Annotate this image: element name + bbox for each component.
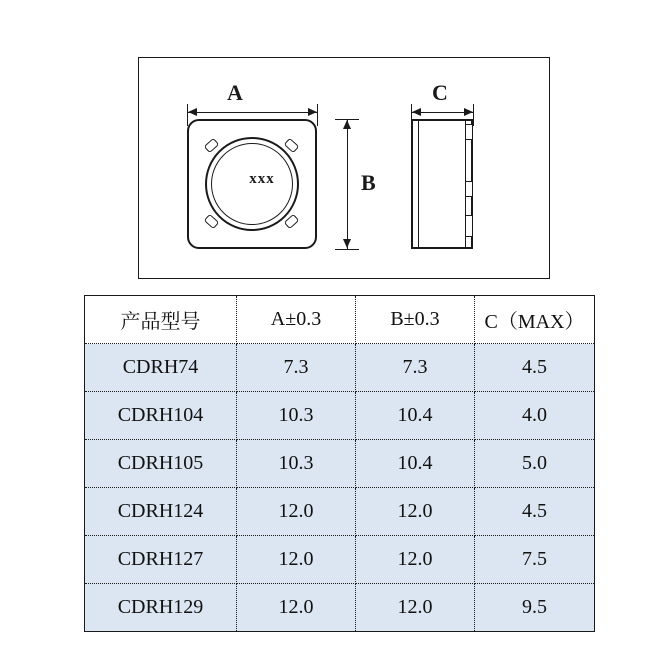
cell-b: 12.0 bbox=[356, 584, 475, 632]
side-view-figure bbox=[411, 119, 531, 249]
cell-b: 10.4 bbox=[356, 392, 475, 440]
cell-a: 12.0 bbox=[237, 536, 356, 584]
table-header-row bbox=[85, 296, 595, 344]
cell-c: 5.0 bbox=[475, 440, 595, 488]
dimension-a-arrow-left-icon bbox=[188, 108, 197, 116]
cell-a: 12.0 bbox=[237, 584, 356, 632]
cell-a: 12.0 bbox=[237, 488, 356, 536]
side-view-terminal-bottom bbox=[465, 215, 473, 237]
table-row bbox=[85, 488, 595, 536]
cell-c: 9.5 bbox=[475, 584, 595, 632]
cell-model: CDRH74 bbox=[85, 344, 237, 392]
side-view-inner-line-left bbox=[418, 121, 419, 247]
cell-a: 7.3 bbox=[237, 344, 356, 392]
column-header-b: B±0.3 bbox=[356, 296, 475, 344]
cell-a: 10.3 bbox=[237, 392, 356, 440]
top-view-marking-text: xxx bbox=[249, 171, 275, 187]
table-row bbox=[85, 536, 595, 584]
cell-b: 12.0 bbox=[356, 488, 475, 536]
cell-model: CDRH124 bbox=[85, 488, 237, 536]
side-view-terminal-top bbox=[465, 124, 473, 140]
dimension-a-label: A bbox=[227, 80, 243, 105]
cell-model: CDRH105 bbox=[85, 440, 237, 488]
cell-b: 7.3 bbox=[356, 344, 475, 392]
column-header-model: 产品型号 bbox=[85, 296, 237, 344]
dimension-c-arrow-right-icon bbox=[464, 108, 473, 116]
cell-c: 7.5 bbox=[475, 536, 595, 584]
specification-table bbox=[84, 295, 595, 632]
cell-model: CDRH104 bbox=[85, 392, 237, 440]
dimension-a-line bbox=[187, 112, 317, 113]
dimension-b-arrow-up-icon bbox=[343, 120, 351, 129]
table-row bbox=[85, 344, 595, 392]
column-header-c: C（MAX） bbox=[475, 296, 595, 344]
table-row bbox=[85, 440, 595, 488]
component-drawing-panel bbox=[138, 57, 550, 279]
specification-table-container bbox=[84, 295, 594, 632]
dimension-b-line bbox=[347, 119, 348, 249]
table-row bbox=[85, 584, 595, 632]
dimension-c-label: C bbox=[432, 80, 448, 105]
cell-c: 4.5 bbox=[475, 344, 595, 392]
cell-b: 12.0 bbox=[356, 536, 475, 584]
dimension-b-arrow-down-icon bbox=[343, 239, 351, 248]
column-header-a: A±0.3 bbox=[237, 296, 356, 344]
cell-c: 4.5 bbox=[475, 488, 595, 536]
dimension-b-label: B bbox=[361, 170, 376, 195]
side-view-terminal-middle bbox=[465, 181, 473, 197]
top-view-figure bbox=[187, 119, 337, 249]
cell-model: CDRH129 bbox=[85, 584, 237, 632]
dimension-c-arrow-left-icon bbox=[412, 108, 421, 116]
dimension-a-arrow-right-icon bbox=[308, 108, 317, 116]
side-view-outline bbox=[411, 119, 473, 249]
cell-model: CDRH127 bbox=[85, 536, 237, 584]
cell-a: 10.3 bbox=[237, 440, 356, 488]
dimension-b-extension-bottom bbox=[335, 249, 359, 250]
cell-c: 4.0 bbox=[475, 392, 595, 440]
table-row bbox=[85, 392, 595, 440]
cell-b: 10.4 bbox=[356, 440, 475, 488]
